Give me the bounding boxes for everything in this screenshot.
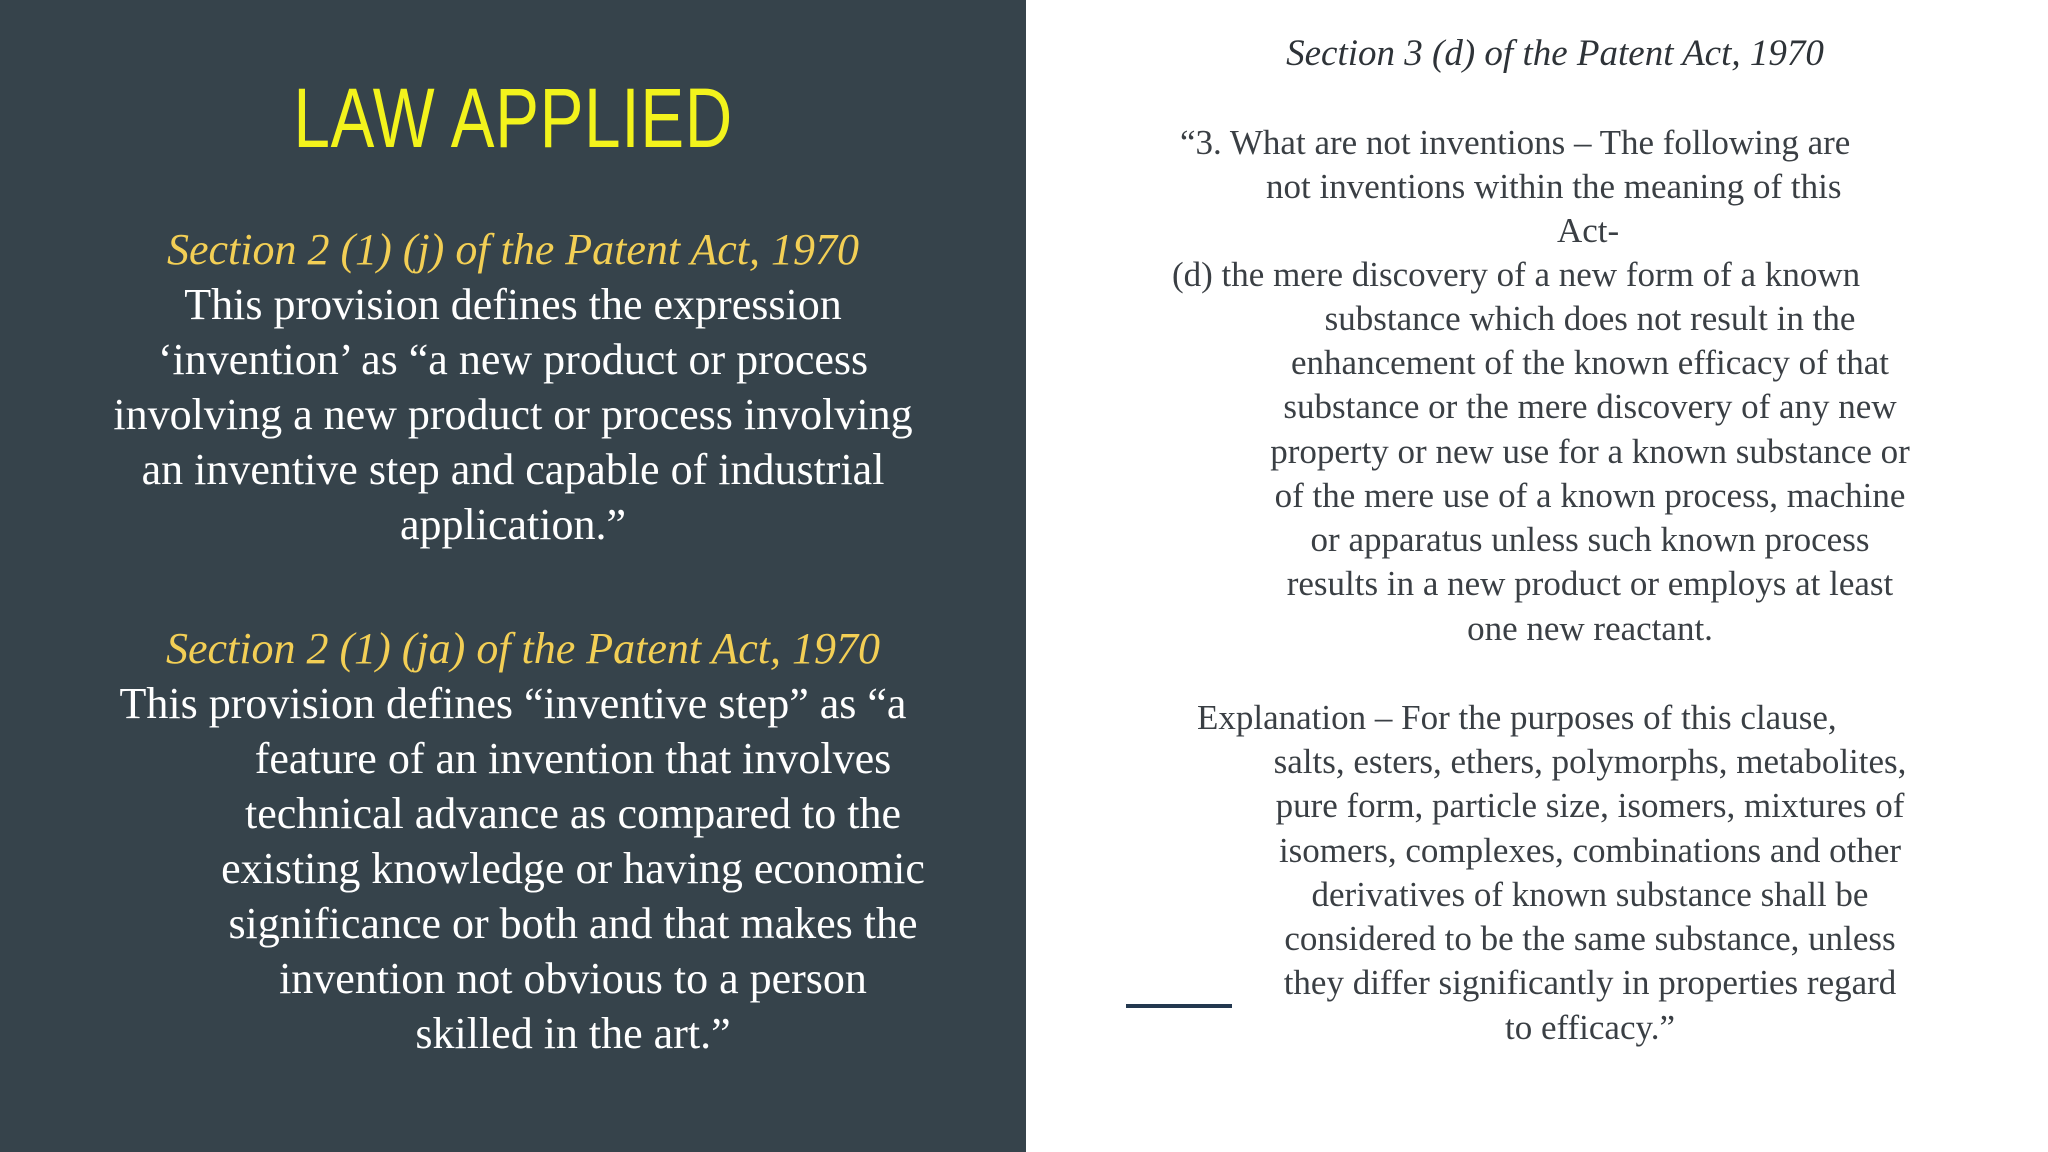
explanation-line-5: derivatives of known substance shall be bbox=[1311, 875, 1869, 914]
clause-line-4: (d) the mere discovery of a new form of a known bbox=[1172, 255, 1861, 294]
clause-line-12: one new reactant. bbox=[1467, 609, 1713, 648]
explanation-line-7: they differ significantly in properties regard bbox=[1283, 963, 1897, 1002]
section-2-1-j-line-5: application.” bbox=[399, 500, 626, 549]
clause-line-3: Act- bbox=[1557, 211, 1620, 250]
section-2-1-ja-line-3: technical advance as compared to the bbox=[244, 789, 901, 838]
explanation-line-1: Explanation – For the purposes of this clause, bbox=[1197, 698, 1837, 737]
explanation-line-2: salts, esters, ethers, polymorphs, metabolites, bbox=[1273, 742, 1907, 781]
clause-line-5: substance which does not result in the bbox=[1324, 299, 1856, 338]
section-2-1-ja-line-4: existing knowledge or having economic bbox=[221, 844, 925, 893]
section-2-1-ja-heading: Section 2 (1) (ja) of the Patent Act, 1970 bbox=[165, 624, 880, 673]
clause-line-1: “3. What are not inventions – The following are bbox=[1180, 123, 1851, 162]
slide-title: LAW APPLIED bbox=[293, 71, 733, 165]
clause-line-10: or apparatus unless such known process bbox=[1310, 520, 1870, 559]
clause-line-2: not inventions within the meaning of this bbox=[1266, 167, 1842, 206]
section-2-1-ja-line-5: significance or both and that makes the bbox=[228, 899, 918, 948]
section-2-1-j-line-1: This provision defines the expression bbox=[184, 280, 842, 329]
section-2-1-j-heading: Section 2 (1) (j) of the Patent Act, 1970 bbox=[166, 225, 859, 274]
clause-line-8: property or new use for a known substance or bbox=[1270, 432, 1910, 471]
clause-line-11: results in a new product or employs at least bbox=[1286, 564, 1894, 603]
explanation-line-8: to efficacy.” bbox=[1504, 1008, 1676, 1047]
clause-line-6: enhancement of the known efficacy of that bbox=[1291, 343, 1889, 382]
explanation-line-6: considered to be the same substance, unless bbox=[1284, 919, 1896, 958]
section-2-1-ja-line-6: invention not obvious to a person bbox=[279, 954, 867, 1003]
section-2-1-ja-line-2: feature of an invention that involves bbox=[254, 734, 892, 783]
section-2-1-j-line-3: involving a new product or process involving bbox=[113, 390, 913, 439]
section-2-1-j-line-4: an inventive step and capable of industrial bbox=[141, 445, 885, 494]
section-2-1-ja-line-7: skilled in the art.” bbox=[415, 1009, 731, 1058]
section-2-1-ja-line-1: This provision defines “inventive step” as “a bbox=[119, 679, 907, 728]
clause-line-7: substance or the mere discovery of any new bbox=[1283, 387, 1897, 426]
explanation-line-3: pure form, particle size, isomers, mixtures of bbox=[1275, 786, 1905, 825]
decorative-rule bbox=[1126, 1004, 1232, 1008]
clause-line-9: of the mere use of a known process, machine bbox=[1274, 476, 1906, 515]
explanation-line-4: isomers, complexes, combinations and other bbox=[1278, 831, 1902, 870]
section-2-1-j-line-2: ‘invention’ as “a new product or process bbox=[157, 335, 869, 384]
section-3-d-heading: Section 3 (d) of the Patent Act, 1970 bbox=[1286, 33, 1824, 74]
